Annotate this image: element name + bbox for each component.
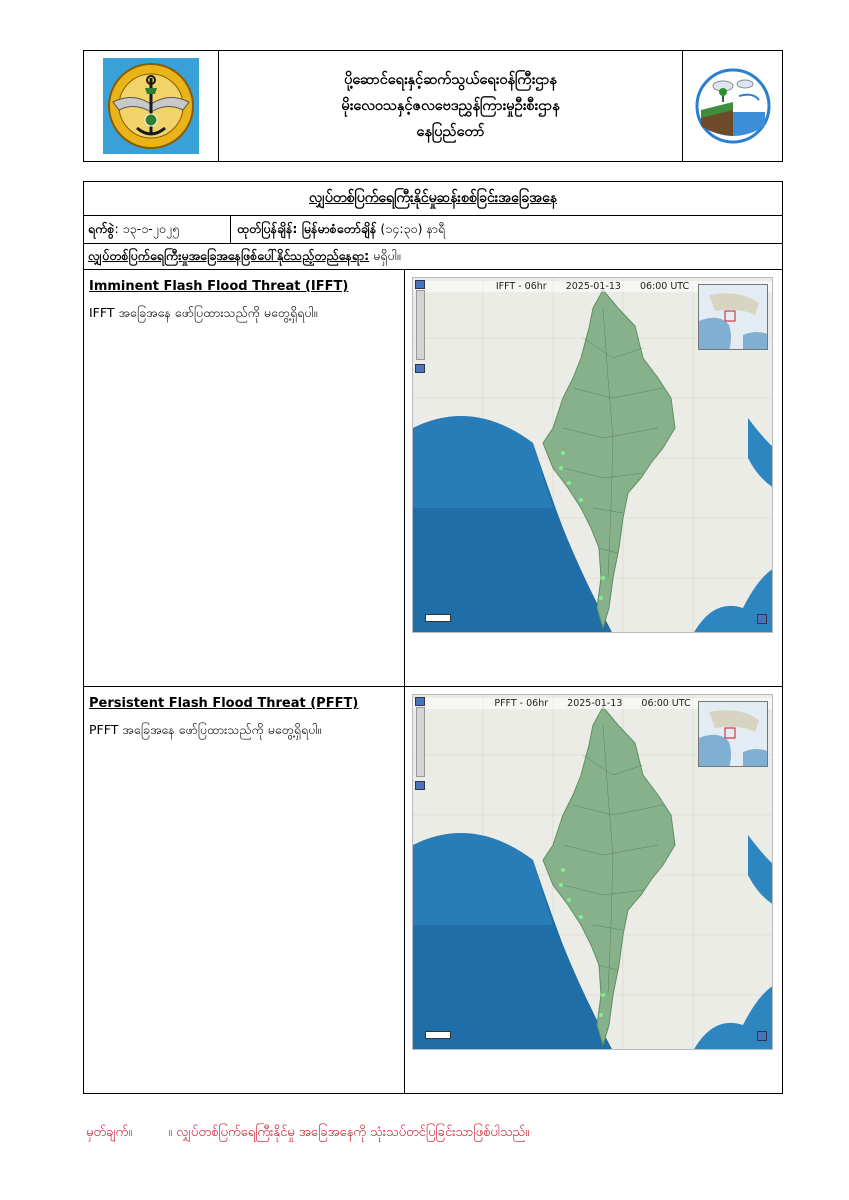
date-value: : ၁၃-၁-၂၀၂၅ [114,221,180,236]
pfft-map[interactable] [412,694,773,1050]
report-title: လျှပ်တစ်ပြက်ရေကြီးနိုင်မှုဆန်းစစ်ခြင်းအခြေအနေ [84,182,782,216]
ifft-heading: Imminent Flash Flood Threat (IFFT) [89,279,349,294]
title-line-2: မိုးလေဝသနှင့်ဇလဗေဒညွှန်ကြားမှုဦးစီးဌာန [341,98,560,114]
footer-note [86,1124,529,1143]
ifft-section [84,270,782,687]
ifft-zoom-in-button[interactable] [415,280,425,289]
assessment-table [83,181,783,1094]
issue-time-cell [231,216,782,243]
ifft-text-cell [84,270,405,686]
ifft-map[interactable] [412,277,773,633]
pfft-scale-bar [425,1031,451,1039]
threat-location-row [84,244,782,270]
letterhead [83,50,783,162]
ministry-title [219,51,682,161]
threat-location-label: လျှပ်တစ်ပြက်ရေကြီးမှုအခြေအနေဖြစ်ပေါ်နိုင်သည့်တည်နေရာ: [88,248,370,263]
issue-time-value: (၁၄:၃၀) နာရီ [380,221,446,236]
ifft-inset-map[interactable] [698,284,768,350]
right-logo-cell [682,51,782,161]
ifft-map-date: 2025-01-13 [565,281,621,292]
date-label: ရက်စွဲ [88,221,115,236]
pfft-heading: Persistent Flash Flood Threat (PFFT) [89,696,359,711]
pfft-map-cell [405,687,782,1093]
ministry-emblem-icon [103,58,199,154]
issue-time-label: ထုတ်ပြန်ချိန်: မြန်မာစံတော်ချိန် [237,221,377,236]
pfft-text-cell [84,687,405,1093]
footer-note-text: ။ လျှပ်တစ်ပြက်ရေကြီးနိုင်မှု အခြေအနေကို သုံးသပ်တင်ပြခြင်းသာဖြစ်ပါသည်။ [168,1125,530,1140]
ifft-map-cell [405,270,782,686]
ifft-map-product: IFFT - 06hr [495,281,547,292]
pfft-inset-graphic [699,702,768,767]
title-line-3: နေပြည်တော် [416,124,485,140]
pfft-map-date: 2025-01-13 [567,698,623,709]
pfft-zoom-in-button[interactable] [415,697,425,706]
ifft-inset-graphic [699,285,768,350]
title-line-1: ပို့ဆောင်ရေးနှင့်ဆက်သွယ်ရေးဝန်ကြီးဌာန [344,72,557,88]
ifft-description: IFFT အခြေအနေ ဖော်ပြထားသည်ကို မတွေ့ရှိရပါ။ [89,305,318,320]
pfft-inset-map[interactable] [698,701,768,767]
pfft-zoom-slider[interactable] [416,707,425,777]
left-logo-cell [84,51,219,161]
pfft-download-icon[interactable] [757,1031,767,1041]
ifft-map-time: 06:00 UTC [639,281,690,292]
threat-location-value: မရှိပါ။ [373,248,401,263]
ifft-zoom-slider[interactable] [416,290,425,360]
hydrology-cycle-logo-icon [693,66,773,146]
pfft-description: PFFT အခြေအနေ ဖော်ပြထားသည်ကို မတွေ့ရှိရပါ။ [89,722,322,737]
pfft-map-product: PFFT - 06hr [494,698,549,709]
pfft-map-time: 06:00 UTC [641,698,691,709]
ifft-zoom-out-button[interactable] [415,364,425,373]
ifft-scale-bar [425,614,451,622]
ifft-download-icon[interactable] [757,614,767,624]
pfft-section [84,687,782,1093]
footer-note-label: မှတ်ချက်။ [86,1125,133,1140]
date-cell [84,216,231,243]
pfft-zoom-out-button[interactable] [415,781,425,790]
date-row [84,216,782,244]
